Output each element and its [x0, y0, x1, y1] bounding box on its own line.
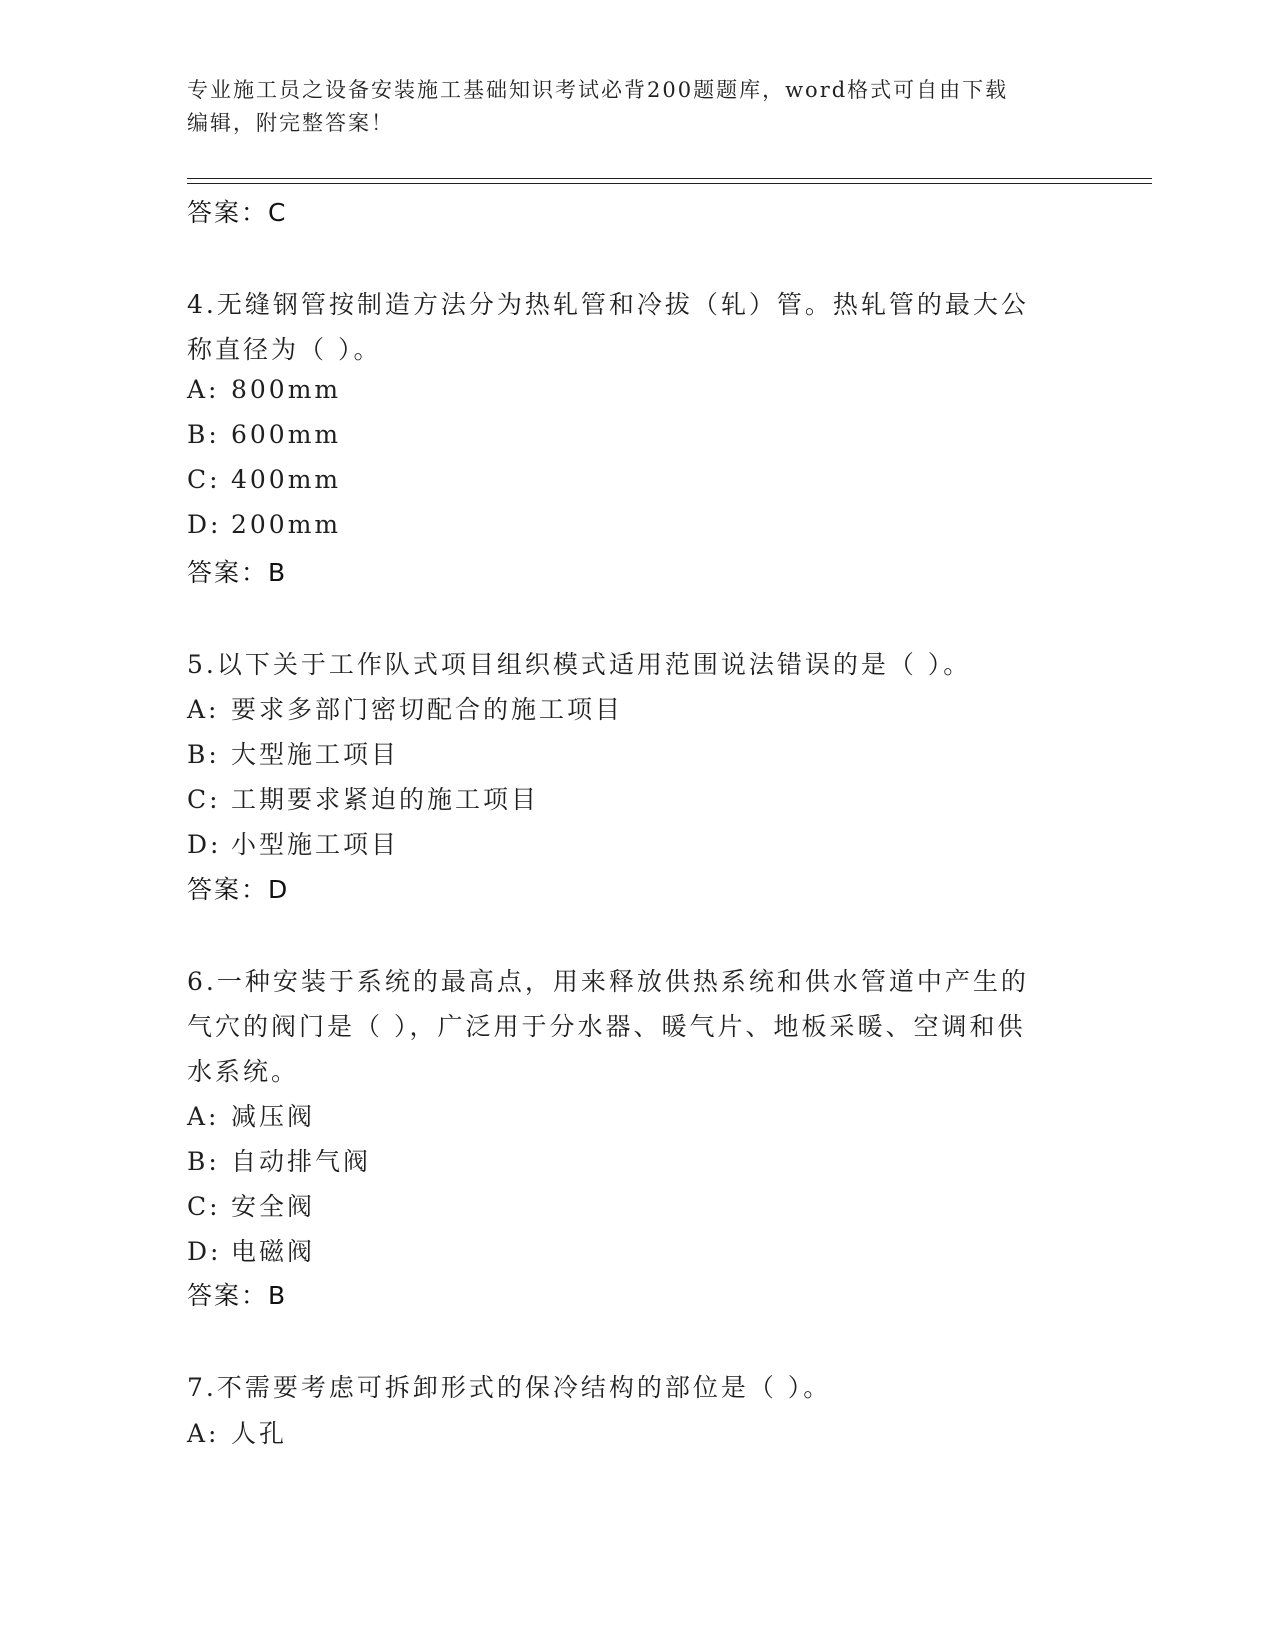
option-label: B: — [187, 1147, 220, 1176]
option-label: B: — [187, 420, 220, 449]
question-4-answer: 答案：B — [187, 558, 288, 587]
question-7-option-a — [187, 1414, 287, 1450]
question-5-answer: 答案：D — [187, 875, 290, 904]
option-text: 要求多部门密切配合的施工项目 — [231, 695, 624, 724]
question-5-option-c — [187, 780, 539, 816]
option-label: C: — [187, 465, 221, 494]
previous-answer: 答案：C — [187, 198, 288, 227]
option-text: 600mm — [231, 420, 342, 449]
option-label: A: — [187, 1102, 220, 1131]
question-6-option-a — [187, 1097, 315, 1133]
option-text: 电磁阀 — [231, 1237, 316, 1266]
question-6-stem-line-3: 水系统。 — [187, 1057, 300, 1086]
option-label: A: — [187, 1419, 220, 1448]
option-text: 自动排气阀 — [231, 1147, 372, 1176]
question-6-option-c — [187, 1187, 315, 1223]
option-text: 800mm — [231, 375, 342, 404]
option-label: C: — [187, 1192, 221, 1221]
option-label: D: — [187, 510, 222, 539]
question-5-option-b — [187, 735, 399, 771]
option-label: D: — [187, 1237, 222, 1266]
option-text: 工期要求紧迫的施工项目 — [231, 785, 540, 814]
question-4-option-a — [187, 375, 341, 404]
question-5-option-d — [187, 825, 399, 861]
option-label: A: — [187, 695, 220, 724]
header-title-line-2: 编辑，附完整答案！ — [187, 111, 394, 135]
question-5-option-a — [187, 690, 623, 726]
question-4-option-c — [187, 465, 341, 494]
option-label: D: — [187, 830, 222, 859]
header-title-line-1: 专业施工员之设备安装施工基础知识考试必背200题题库，word格式可自由下载 — [187, 78, 1009, 102]
option-label: C: — [187, 785, 221, 814]
header-divider-bottom — [187, 183, 1152, 184]
option-text: 安全阀 — [231, 1192, 316, 1221]
option-text: 小型施工项目 — [231, 830, 400, 859]
header-divider-top — [187, 178, 1152, 179]
option-text: 大型施工项目 — [231, 740, 400, 769]
question-6-option-b — [187, 1142, 371, 1178]
document-header — [187, 74, 1067, 140]
option-label: B: — [187, 740, 220, 769]
question-4-stem-line-1: 4.无缝钢管按制造方法分为热轧管和冷拔（轧）管。热轧管的最大公 — [187, 290, 1029, 319]
question-7-stem-line-1: 7.不需要考虑可拆卸形式的保冷结构的部位是（ ）。 — [187, 1373, 832, 1402]
option-label: A: — [187, 375, 220, 404]
question-6-stem-line-1: 6.一种安装于系统的最高点，用来释放供热系统和供水管道中产生的 — [187, 967, 1029, 996]
question-6-answer: 答案：B — [187, 1281, 288, 1310]
option-text: 减压阀 — [231, 1102, 316, 1131]
question-4-option-b — [187, 420, 341, 449]
option-text: 400mm — [231, 465, 342, 494]
question-6-stem-line-2: 气穴的阀门是（ ），广泛用于分水器、暖气片、地板采暖、空调和供 — [187, 1012, 1026, 1041]
option-text: 200mm — [231, 510, 342, 539]
option-text: 人孔 — [231, 1419, 288, 1448]
question-5-stem-line-1: 5.以下关于工作队式项目组织模式适用范围说法错误的是（ ）。 — [187, 650, 972, 679]
question-4-stem-line-2: 称直径为（ ）。 — [187, 335, 382, 364]
question-4-option-d — [187, 510, 341, 539]
question-6-option-d — [187, 1232, 315, 1268]
